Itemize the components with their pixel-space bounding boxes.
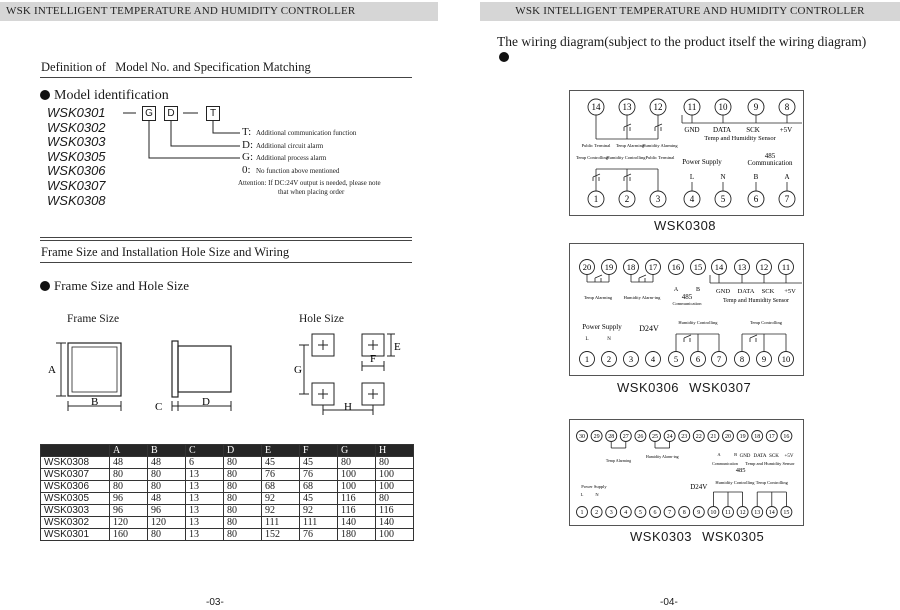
d24v-label: D24V — [639, 324, 659, 333]
temp-alarming-label: Temp Alarming — [583, 295, 613, 300]
terminal-number: 7 — [716, 354, 722, 365]
terminal-number: 2 — [624, 194, 630, 205]
frame-hole-title: Frame Size and Hole Size — [40, 278, 189, 294]
terminal-number: 10 — [718, 102, 728, 113]
attention-note: Attention: If DC:24V output is needed, please note — [238, 179, 381, 187]
page-number-right: -04- — [660, 597, 678, 608]
humidity-alarming-label: Humidity Alarm-ing — [623, 295, 661, 300]
terminal-number: 10 — [710, 510, 717, 517]
terminal-number: 12 — [759, 262, 769, 273]
terminal-number: 2 — [606, 354, 612, 365]
sensor-pin: GND — [684, 126, 700, 134]
legend-item: D: Additional circuit alarm — [242, 138, 324, 151]
terminal-number: 19 — [604, 262, 614, 273]
terminal-number: 13 — [754, 510, 761, 517]
sensor-pin: DATA — [712, 126, 732, 134]
dim-label-d: D — [202, 396, 210, 408]
table-row: WSK0307 80 80 13 80 76 76 100 100 — [41, 469, 414, 481]
sensor-pin: DATA — [737, 288, 755, 295]
terminal-number: 17 — [648, 262, 658, 273]
definition-prefix: Definition of — [41, 60, 106, 74]
terminal-number: 29 — [593, 434, 600, 441]
caption-wsk0303-0305: WSK0303 WSK0305 — [630, 529, 765, 544]
terminal-number: 14 — [714, 262, 724, 273]
dim-label-e: E — [394, 341, 401, 353]
terminal-number: 13 — [622, 102, 632, 113]
d24v-label: D24V — [690, 483, 708, 491]
n-label: N — [595, 492, 599, 497]
code-box-g: G — [142, 106, 156, 121]
page-header: WSK INTELLIGENT TEMPERATURE AND HUMIDITY CONTROLLER — [480, 2, 900, 21]
sensor-pin: SCK — [769, 454, 779, 459]
terminal-number: 18 — [626, 262, 636, 273]
bullet-icon — [499, 52, 509, 62]
terminal-number: 10 — [781, 354, 791, 365]
humidity-controlling-label: Humidity Controlling — [678, 320, 718, 325]
public-terminal-label: Public Terminal — [645, 155, 675, 160]
n-label: N — [607, 337, 611, 342]
terminal-number: 16 — [783, 434, 790, 441]
table-header: B — [148, 445, 186, 457]
code-box-t: T — [206, 106, 220, 121]
terminal-number: 15 — [693, 262, 703, 273]
terminal-number: 16 — [671, 262, 681, 273]
terminal-number: 1 — [584, 354, 590, 365]
terminal-number: 5 — [638, 510, 642, 517]
a-label: A — [673, 287, 679, 293]
spec-table — [40, 444, 414, 541]
caption-wsk0306-0307: WSK0306 WSK0307 — [617, 380, 752, 395]
table-header-row — [41, 445, 414, 457]
sensor-pin: +5V — [784, 288, 796, 295]
relay-contact-icon — [624, 174, 631, 181]
sensor-label: Temp and Humidity Sensor — [745, 461, 795, 466]
sensor-pin: SCK — [746, 126, 760, 134]
b-label: B — [753, 173, 759, 181]
sensor-pin: DATA — [753, 454, 767, 459]
terminal-number: 11 — [781, 262, 791, 273]
terminal-number: 21 — [710, 434, 717, 441]
frame-size-label: Frame Size — [67, 313, 120, 325]
communication-label: Communication — [747, 159, 793, 167]
terminal-number: 2 — [595, 510, 599, 517]
table-header: F — [300, 445, 338, 457]
comm-485-label: 485 — [764, 152, 776, 160]
sensor-pin: +5V — [784, 454, 794, 459]
humidity-alarming-label: Humidity Alarm-ing — [645, 454, 679, 459]
wiring-diagram-wsk0303-0305 — [569, 419, 804, 526]
table-header — [41, 445, 110, 457]
attention-note-2: that when placing order — [278, 188, 345, 196]
relay-contact-icon — [684, 335, 691, 342]
terminal-number: 12 — [739, 510, 746, 517]
table-row: WSK0308 48 48 6 80 45 45 80 80 — [41, 457, 414, 469]
l-label: L — [585, 337, 589, 342]
terminal-number: 23 — [681, 434, 688, 441]
relay-contact-icon — [639, 275, 646, 282]
l-label: L — [580, 492, 584, 497]
relay-contact-icon — [655, 124, 662, 131]
terminal-number: 3 — [655, 194, 661, 205]
terminal-number: 7 — [668, 510, 672, 517]
terminal-number: 6 — [753, 194, 759, 205]
relay-contact-icon — [595, 275, 602, 282]
power-supply-label: Power Supply — [682, 158, 722, 166]
l-label: L — [689, 173, 695, 181]
terminal-number: 9 — [761, 354, 767, 365]
terminal-number: 8 — [739, 354, 745, 365]
wiring-d1-svg — [570, 91, 803, 215]
comm-485-label: 485 — [681, 293, 693, 301]
dim-label-f: F — [370, 353, 377, 365]
terminal-number: 14 — [768, 510, 775, 517]
terminal-number: 22 — [695, 434, 702, 441]
terminal-number: 4 — [650, 354, 656, 365]
model-item: WSK0305 — [47, 148, 106, 164]
power-supply-label: Power Supply — [581, 484, 607, 489]
relay-contact-icon — [750, 335, 757, 342]
table-header: H — [376, 445, 414, 457]
terminal-number: 25 — [652, 434, 658, 441]
legend-item: T: Additional communication function — [242, 126, 357, 138]
terminal-number: 11 — [687, 102, 697, 113]
model-id-title: Model identification — [40, 88, 169, 104]
terminal-number: 8 — [784, 102, 790, 113]
temp-controlling-label: Temp Controlling — [755, 480, 788, 485]
b-label: B — [734, 452, 738, 457]
n-label: N — [720, 173, 726, 181]
terminal-number: 1 — [593, 194, 599, 205]
model-item: WSK0302 — [47, 119, 106, 135]
model-item: WSK0303 — [47, 134, 106, 150]
public-terminal-label: Public Terminal — [581, 143, 611, 148]
table-row: WSK0301 160 80 13 80 152 76 180 100 — [41, 529, 414, 541]
model-item: WSK0307 — [47, 177, 106, 193]
relay-contact-icon — [593, 174, 600, 181]
table-row: WSK0302 120 120 13 80 111 111 140 140 — [41, 517, 414, 529]
sensor-pin: GND — [739, 454, 751, 459]
terminal-number: 3 — [609, 510, 613, 517]
page-header: WSK INTELLIGENT TEMPERATURE AND HUMIDITY CONTROLLER — [0, 2, 438, 21]
wiring-d3-svg — [570, 420, 803, 525]
terminal-number: 4 — [624, 510, 628, 517]
humidity-controlling-label: Humidity Controlling — [715, 480, 755, 485]
comm-485-label: 485 — [735, 467, 746, 474]
dim-label-h: H — [344, 401, 352, 413]
terminal-number: 19 — [739, 434, 746, 441]
dim-label-g: G — [294, 364, 302, 376]
terminal-number: 20 — [725, 434, 731, 441]
temp-alarming-label: Temp Alarming — [615, 143, 645, 148]
model-item: WSK0301 — [47, 105, 106, 120]
terminal-number: 5 — [673, 354, 679, 365]
humidity-controlling-label: Humidity Controlling — [606, 155, 646, 160]
terminal-number: 3 — [628, 354, 634, 365]
sensor-label: Temp and Humidity Sensor — [722, 298, 790, 304]
b-label: B — [695, 287, 701, 293]
terminal-number: 8 — [682, 510, 686, 517]
table-header: A — [110, 445, 148, 457]
terminal-number: 6 — [653, 510, 657, 517]
terminal-number: 9 — [697, 510, 701, 517]
sensor-label: Temp and Humidity Sensor — [704, 135, 776, 142]
terminal-number: 17 — [768, 434, 775, 441]
table-header: G — [338, 445, 376, 457]
a-label: A — [717, 452, 721, 457]
a-label: A — [784, 173, 790, 181]
definition-rest: Model No. and Specification Matching — [115, 60, 311, 74]
terminal-number: 13 — [737, 262, 747, 273]
model-item: WSK0308 — [47, 192, 106, 208]
terminal-number: 24 — [666, 434, 673, 441]
wiring-title: The wiring diagram(subject to the product itself the wiring diagram) — [497, 34, 867, 49]
sensor-pin: +5V — [779, 126, 793, 134]
terminal-number: 20 — [582, 262, 592, 273]
terminal-number: 12 — [653, 102, 663, 113]
temp-alarming-label: Temp Alarming — [605, 458, 632, 463]
hole-size-label: Hole Size — [299, 313, 345, 325]
frame-section-title: Frame Size and Installation Hole Size and Wiring — [41, 245, 290, 259]
power-supply-label: Power Supply — [582, 323, 622, 331]
sensor-pin: SCK — [761, 288, 775, 295]
wiring-diagram-wsk0308 — [569, 90, 804, 216]
wiring-diagram-wsk0306-0307 — [569, 243, 804, 376]
humidity-alarming-label: Humidity Alarming — [642, 143, 678, 148]
table-row: WSK0305 96 48 13 80 92 45 116 80 — [41, 493, 414, 505]
dim-label-a: A — [48, 364, 56, 376]
table-row: WSK0303 96 96 13 80 92 92 116 116 — [41, 505, 414, 517]
communication-label: Communication — [712, 461, 738, 466]
communication-label: Communication — [672, 301, 702, 306]
terminal-number: 6 — [695, 354, 701, 365]
terminal-number: 30 — [579, 434, 585, 441]
temp-controlling-label: Temp Controlling — [575, 155, 609, 160]
table-row: WSK0306 80 80 13 80 68 68 100 100 — [41, 481, 414, 493]
code-box-d: D — [164, 106, 178, 121]
terminal-number: 28 — [608, 434, 615, 441]
terminal-number: 15 — [783, 510, 790, 517]
relay-contact-icon — [624, 124, 631, 131]
terminal-number: 7 — [784, 194, 790, 205]
table-header: D — [224, 445, 262, 457]
terminal-number: 5 — [720, 194, 726, 205]
terminal-number: 1 — [580, 510, 584, 517]
terminal-number: 26 — [637, 434, 644, 441]
table-header: C — [186, 445, 224, 457]
terminal-number: 14 — [591, 102, 601, 113]
page-number-left: -03- — [206, 597, 224, 608]
caption-wsk0308: WSK0308 — [654, 218, 717, 233]
dim-label-c: C — [155, 401, 163, 413]
sensor-pin: GND — [715, 288, 731, 295]
temp-controlling-label: Temp Controlling — [749, 320, 783, 325]
terminal-number: 11 — [725, 510, 731, 517]
model-item: WSK0306 — [47, 163, 106, 179]
legend-item: 0: No function above mentioned — [242, 163, 340, 176]
legend-item: G: Additional process alarm — [242, 151, 327, 163]
terminal-number: 18 — [754, 434, 761, 441]
wiring-d2-svg — [570, 244, 803, 375]
terminal-number: 9 — [753, 102, 759, 113]
table-header: E — [262, 445, 300, 457]
terminal-number: 4 — [689, 194, 695, 205]
dim-label-b: B — [91, 396, 99, 408]
terminal-number: 27 — [622, 434, 629, 441]
